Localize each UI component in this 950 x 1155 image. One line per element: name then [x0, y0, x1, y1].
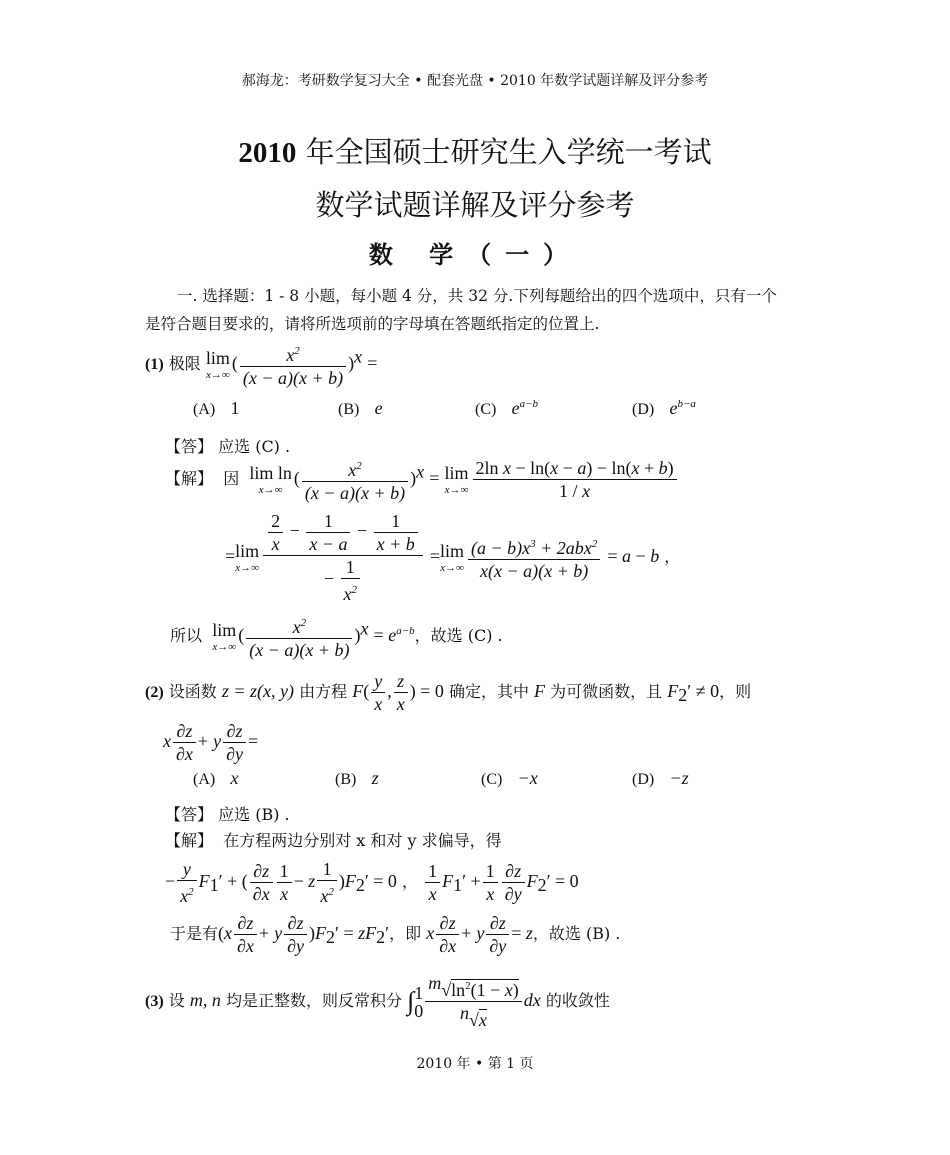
- q2-option-c: (C) −x: [481, 768, 538, 788]
- q1-fraction: $\frac{x^2}{(x - a)(x + b)}$: [240, 340, 346, 389]
- q2-option-a: (A) x: [193, 768, 239, 788]
- q1-option-b: (B) e: [338, 398, 383, 418]
- q1-number: (1): [145, 356, 164, 373]
- q1-solution-2: = lim x→∞ $\frac{2}{x}$ − $\frac{1}{x - a}$ − $\frac{1}{x + b}$ − $\frac{1}{x^2}$ = lim x→∞ $\frac{(a - b)x^3 + 2abx^2}{x(x - a)(x + b)}$ = a − b ，: [225, 511, 681, 604]
- q2-solution-3: 于是有(x $\frac{\partial z}{\partial x}$ + y $\frac{\partial z}{\partial y}$ )$F_2' = zF_2'$，即 x $\frac{\partial z}{\partial x}$ + y $\frac{\partial z}{\partial y}$ = z，故选 (B) .: [170, 913, 621, 956]
- title-year: 2010: [238, 137, 297, 169]
- q1-prefix: 极限: [168, 354, 201, 373]
- q2-answer: 【答】 应选 (B) .: [165, 805, 290, 824]
- title-line-2: 数学试题详解及评分参考: [315, 188, 635, 222]
- q2-solution-1: 【解】 在方程两边分别对 x 和对 y 求偏导，得: [165, 831, 502, 850]
- q2-solution-2: − $\frac{y}{x^2}$ $F_1'$ + ( $\frac{\partial z}{\partial x}$ $\frac{1}{x}$ − z $\frac{1}{x^2}$ )$F_2' = 0$ ， $\frac{1}{x}$ $F_1'$ + $\frac{1}{x}$ $\frac{\partial z}{\partial y}$ $F_2' = 0$: [165, 859, 579, 906]
- title-line-3: 数 学（一）: [368, 240, 582, 269]
- q2-option-d: (D) −z: [632, 768, 689, 788]
- title-line-1: [0, 130, 950, 171]
- q1-stem: (1) 极限 lim x→∞ ( $\frac{x^2}{(x - a)(x + b)}$ )$^x$ =: [145, 340, 377, 389]
- q1-option-c: (C) $e^{a-b}$: [475, 398, 539, 418]
- intro-text: [145, 282, 825, 338]
- page-header: 郝海龙：考研数学复习大全 • 配套光盘 • 2010 年数学试题详解及评分参考: [241, 73, 709, 89]
- q1-solution-1: 【解】 因 lim ln x→∞ ( $\frac{x^2}{(x - a)(x + b)}$ )$^x$ = lim x→∞ $\frac{\text{2ln x − ln(x − a) − ln(x + b)}}{1 / x}$: [165, 455, 679, 504]
- intro-line-2: 是符合题目要求的，请将所选项前的字母填在答题纸指定的位置上.: [145, 315, 600, 333]
- q3-stem: (3) 设 m, n 均是正整数，则反常积分 ∫ 1 0 $\frac{^m√\ln^2(1 - x)}{^n√x}$ dx 的收敛性: [145, 973, 610, 1030]
- q1-answer: 【答】 应选 (C) .: [165, 437, 291, 456]
- q1-conclusion: 所以 lim x→∞ ( $\frac{x^2}{(x - a)(x + b)}$ )$^x = e^{a-b}$，故选 (C) .: [170, 612, 503, 661]
- q2-stem-1: (2) 设函数 z = z(x, y) 由方程 F( $\frac{y}{x}$ , $\frac{z}{x}$ ) = 0 确定，其中 F 为可微函数，且 $F_2' \ne 0$，则: [145, 671, 752, 714]
- q2-stem-2: x $\frac{\partial z}{\partial x}$ + y $\frac{\partial z}{\partial y}$ =: [163, 721, 259, 764]
- intro-line-1: 一. 选择题：1 - 8 小题，每小题 4 分，共 32 分.下列每题给出的四个选项中，只有一个: [177, 287, 777, 305]
- q2-option-b: (B) z: [335, 768, 379, 788]
- q1-limit-symbol: lim x→∞: [205, 347, 230, 381]
- title-line-1-text: 年全国硕士研究生入学统一考试: [296, 135, 712, 169]
- page-footer: 2010 年 • 第 1 页: [416, 1056, 534, 1072]
- q1-option-d: (D) $e^{b-a}$: [632, 398, 696, 418]
- q1-option-a: (A) 1: [193, 398, 240, 418]
